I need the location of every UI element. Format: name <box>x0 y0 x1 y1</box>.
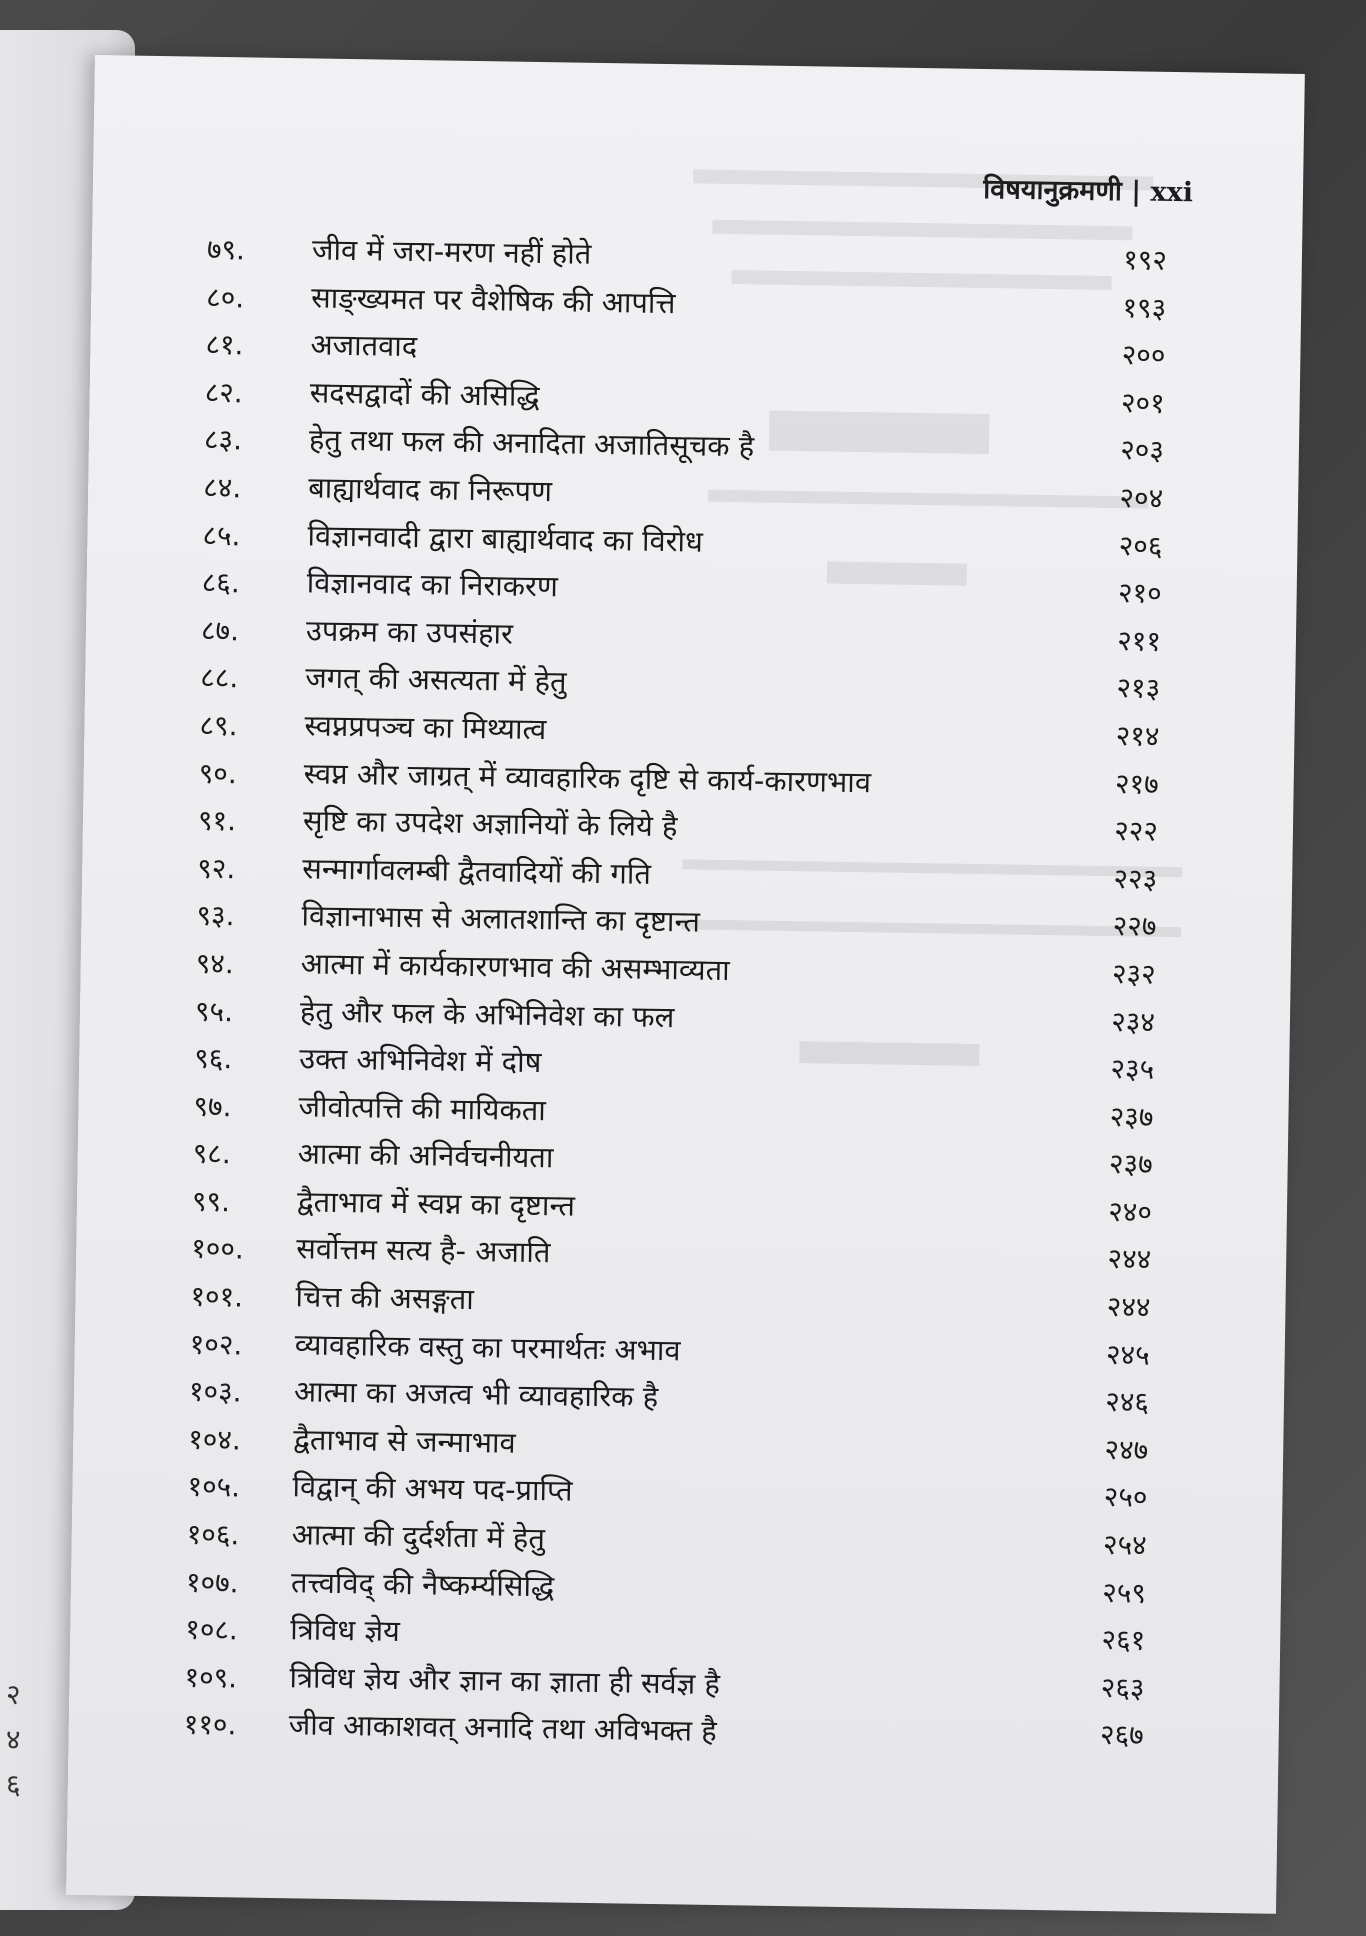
header-title: विषयानुक्रमणी <box>983 173 1123 208</box>
entry-title: अजातवाद <box>310 327 418 364</box>
entry-title: सदसद्वादों की असिद्धि <box>309 375 540 413</box>
entry-title: उपक्रम का उपसंहार <box>305 613 514 651</box>
entry-number: ८९. <box>199 708 238 743</box>
entry-title: विज्ञानाभास से अलातशान्ति का दृष्टान्त <box>301 898 701 939</box>
entry-title: जीव आकाशवत् अनादि तथा अविभक्त है <box>288 1707 717 1749</box>
entry-title: उक्त अभिनिवेश में दोष <box>298 1041 542 1080</box>
entry-title: आत्मा में कार्यकारणभाव की असम्भाव्यता <box>300 946 730 987</box>
entry-title: हेतु तथा फल की अनादिता अजातिसूचक है <box>308 422 755 464</box>
entry-page: २३५ <box>1110 1052 1155 1086</box>
entry-number: १०३. <box>188 1374 242 1409</box>
entry-page: २४६ <box>1105 1385 1150 1419</box>
entry-page: २२३ <box>1113 861 1158 896</box>
entry-title: सर्वोत्तम सत्य है- अजाति <box>296 1231 551 1270</box>
entry-page: २३७ <box>1109 1099 1154 1134</box>
entry-title: द्वैताभाव में स्वप्न का दृष्टान्त <box>296 1184 576 1223</box>
book-page <box>66 55 1305 1914</box>
header-separator: | <box>1131 176 1142 208</box>
entry-number: ८४. <box>202 470 242 505</box>
entry-title: तत्त्वविद् की नैष्कर्म्यसिद्धि <box>290 1564 555 1604</box>
edge-number: ४ <box>6 1723 21 1756</box>
entry-number: ९६. <box>193 1041 233 1076</box>
entry-page: २१० <box>1117 576 1162 610</box>
entry-page: २३७ <box>1108 1147 1153 1182</box>
entry-number: ९१. <box>197 803 237 838</box>
entry-page: २१४ <box>1115 719 1160 753</box>
entry-number: १०८. <box>185 1612 239 1647</box>
entry-page: २३४ <box>1111 1004 1156 1039</box>
entry-number: १०४. <box>188 1422 242 1457</box>
entry-page: २०३ <box>1119 433 1165 468</box>
entry-title: विद्वान् की अभय पद-प्राप्ति <box>292 1469 573 1509</box>
entry-number: ७९. <box>206 232 246 267</box>
entry-number: १०२. <box>189 1327 243 1362</box>
entry-title: विज्ञानवाद का निराकरण <box>306 565 559 604</box>
entry-page: २३२ <box>1111 956 1156 991</box>
entry-title: त्रिविध ज्ञेय <box>290 1612 401 1649</box>
entry-title: व्यावहारिक वस्तु का परमार्थतः अभाव <box>294 1326 681 1368</box>
entry-page: २०० <box>1121 338 1166 373</box>
entry-page: २११ <box>1116 623 1162 658</box>
entry-number: ८८. <box>199 661 239 695</box>
entry-number: ८२. <box>204 375 244 410</box>
entry-page: २६७ <box>1099 1718 1144 1753</box>
entry-number: ९८. <box>192 1136 232 1171</box>
entry-number: ८५. <box>202 518 241 552</box>
entry-number: ८१. <box>205 327 244 362</box>
entry-number: ९४. <box>195 946 235 981</box>
entry-number: ९७. <box>193 1089 232 1123</box>
entry-number: ९०. <box>198 756 238 790</box>
entry-title: जीव में जरा-मरण नहीं होते <box>311 232 592 271</box>
entry-number: ९५. <box>194 994 234 1028</box>
entry-page: २४४ <box>1106 1290 1151 1324</box>
header-page-number: xxi <box>1150 176 1194 209</box>
entry-number: ८७. <box>200 613 240 648</box>
entry-number: ८३. <box>203 423 243 457</box>
entry-title: सन्मार्गावलम्बी द्वैतवादियों की गति <box>301 851 652 891</box>
entry-number: ९३. <box>196 899 235 933</box>
entry-number: १०६. <box>186 1517 240 1552</box>
entry-page: २१७ <box>1114 766 1159 801</box>
entry-page: २१३ <box>1116 671 1161 706</box>
entry-number: ९९. <box>191 1184 231 1219</box>
table-of-contents <box>183 222 1167 1760</box>
entry-title: जीवोत्पत्ति की मायिकता <box>298 1089 547 1127</box>
running-header <box>983 169 1193 209</box>
entry-page: २४५ <box>1105 1337 1150 1372</box>
entry-page: १९२ <box>1122 243 1168 277</box>
entry-page: २२२ <box>1113 814 1159 848</box>
entry-number: १०१. <box>190 1279 244 1314</box>
entry-number: १०९. <box>184 1660 238 1695</box>
entry-page: २५० <box>1103 1480 1148 1515</box>
entry-page: १९३ <box>1122 290 1167 325</box>
entry-page: २४७ <box>1104 1432 1149 1467</box>
entry-title: आत्मा की अनिर्वचनीयता <box>297 1136 554 1175</box>
edge-number: ६ <box>6 1768 21 1801</box>
entry-title: विज्ञानवादी द्वारा बाह्यार्थवाद का विरोध <box>307 517 704 559</box>
entry-number: १०५. <box>187 1470 241 1504</box>
entry-title: द्वैताभाव से जन्माभाव <box>293 1422 516 1460</box>
entry-number: ११०. <box>183 1708 237 1742</box>
entry-page: २०४ <box>1119 481 1164 515</box>
entry-number: १०७. <box>185 1565 239 1600</box>
entry-number: १००. <box>191 1232 245 1266</box>
entry-number: ८६. <box>201 565 241 600</box>
entry-title: चित्त की असङ्गता <box>295 1279 475 1317</box>
entry-title: स्वप्न और जाग्रत् में व्यावहारिक दृष्टि से कार्य-कारणभाव <box>303 755 872 799</box>
entry-page: २५४ <box>1102 1528 1147 1562</box>
entry-page: २०१ <box>1120 385 1165 420</box>
entry-title: आत्मा की दुर्दर्शता में हेतु <box>291 1517 546 1556</box>
entry-page: २०६ <box>1118 528 1163 563</box>
entry-page: २६१ <box>1101 1623 1146 1657</box>
entry-page: २६३ <box>1100 1670 1145 1705</box>
entry-title: जगत् की असत्यता में हेतु <box>304 660 567 699</box>
entry-page: २२७ <box>1112 909 1157 944</box>
entry-title: स्वप्नप्रपञ्च का मिथ्यात्व <box>304 708 547 747</box>
entry-title: बाह्यार्थवाद का निरूपण <box>307 470 553 509</box>
entry-number: ८०. <box>205 280 245 314</box>
entry-page: २५९ <box>1102 1575 1147 1610</box>
entry-title: आत्मा का अजत्व भी व्यावहारिक है <box>293 1374 659 1415</box>
entry-number: ९२. <box>196 851 236 886</box>
entry-title: त्रिविध ज्ञेय और ज्ञान का ज्ञाता ही सर्वज्ञ है <box>289 1660 721 1701</box>
entry-title: सृष्टि का उपदेश अज्ञानियों के लिये है <box>302 803 678 844</box>
entry-title: साङ्ख्यमत पर वैशेषिक की आपत्ति <box>310 280 676 320</box>
entry-page: २४० <box>1108 1194 1153 1229</box>
entry-page: २४४ <box>1107 1242 1152 1277</box>
edge-number: २ <box>6 1678 21 1711</box>
entry-title: हेतु और फल के अभिनिवेश का फल <box>299 993 675 1034</box>
